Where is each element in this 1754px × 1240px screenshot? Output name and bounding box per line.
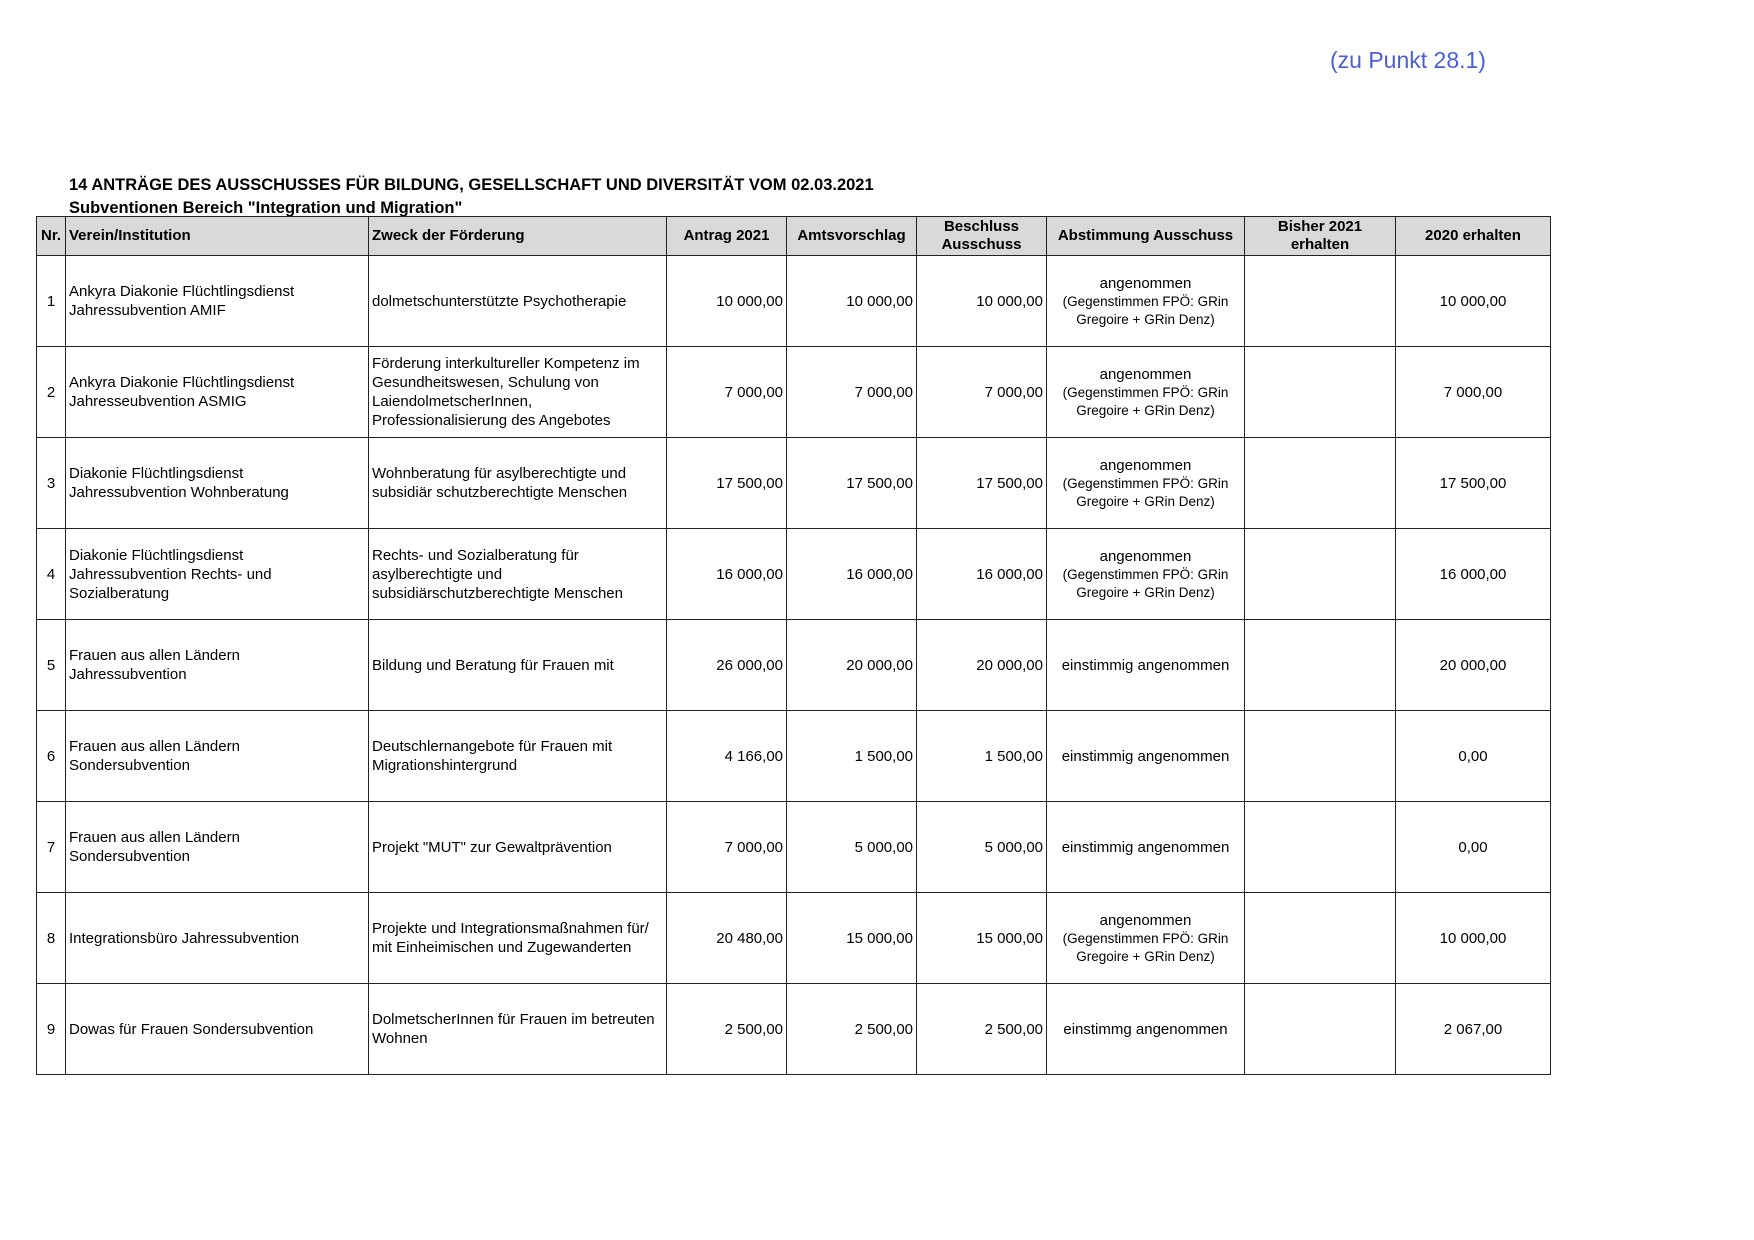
cell-verein [66,347,369,438]
cell-2020-erhalten: 16 000,00 [1396,529,1551,620]
cell-zweck [369,893,667,984]
header-abstimmung: Abstimmung Ausschuss [1047,217,1245,256]
zweck-line: Migrationshintergrund [372,757,518,774]
vote-result: angenommen [1099,274,1192,292]
table-row [37,620,1551,711]
cell-beschluss: 5 000,00 [917,802,1047,893]
cell-amtsvorschlag: 2 500,00 [787,984,917,1075]
vote-result: einstimmg angenommen [1063,1020,1228,1038]
cell-antrag: 26 000,00 [667,620,787,711]
cell-beschluss: 15 000,00 [917,893,1047,984]
table-row [37,802,1551,893]
verein-line: Jahressubvention [69,666,187,683]
cell-abstimmung [1047,711,1245,802]
vote-result: einstimmig angenommen [1061,656,1230,674]
cell-abstimmung [1047,529,1245,620]
cell-antrag: 17 500,00 [667,438,787,529]
cell-nr: 2 [37,347,66,438]
header-row [37,217,1551,256]
cell-abstimmung [1047,984,1245,1075]
cell-amtsvorschlag: 17 500,00 [787,438,917,529]
vote-note: (Gegenstimmen FPÖ: GRin [1062,475,1229,491]
zweck-line: Bildung und Beratung für Frauen mit [372,656,614,674]
cell-antrag: 7 000,00 [667,802,787,893]
verein-line: Jahressubvention Wohnberatung [69,484,289,501]
zweck-line: Professionalisierung des Angebotes [372,412,611,429]
cell-nr: 5 [37,620,66,711]
cell-nr: 7 [37,802,66,893]
verein-line: Frauen aus allen Ländern [69,647,240,664]
cell-abstimmung [1047,438,1245,529]
verein-line: Diakonie Flüchtlingsdienst [69,465,244,482]
cell-nr: 3 [37,438,66,529]
vote-note: (Gegenstimmen FPÖ: GRin [1062,384,1229,400]
header-zweck: Zweck der Förderung [369,217,667,256]
verein-line: Jahressubvention AMIF [69,302,226,319]
verein-line: Integrationsbüro Jahressubvention [69,929,300,947]
header-2020-erhalten: 2020 erhalten [1396,217,1551,256]
zweck-line: Rechts- und Sozialberatung für [372,546,579,564]
cell-bisher [1245,256,1396,347]
table-row [37,711,1551,802]
verein-line: Sozialberatung [69,584,170,602]
verein-line: Ankyra Diakonie Flüchtlingsdienst [69,374,295,391]
cell-bisher [1245,347,1396,438]
verein-line: Diakonie Flüchtlingsdienst [69,546,244,564]
zweck-line: Förderung interkultureller Kompetenz im [372,355,640,372]
cell-verein [66,438,369,529]
vote-note: (Gegenstimmen FPÖ: GRin [1062,566,1229,582]
cell-bisher [1245,529,1396,620]
header-bisher [1245,217,1396,256]
zweck-line: DolmetscherInnen für Frauen im betreuten [372,1011,655,1028]
cell-beschluss: 16 000,00 [917,529,1047,620]
cell-beschluss: 1 500,00 [917,711,1047,802]
cell-abstimmung [1047,893,1245,984]
table-row [37,529,1551,620]
cell-2020-erhalten: 10 000,00 [1396,893,1551,984]
cell-zweck [369,620,667,711]
cell-abstimmung [1047,620,1245,711]
zweck-line: Projekt "MUT" zur Gewaltprävention [372,838,612,856]
cell-verein [66,984,369,1075]
cell-amtsvorschlag: 1 500,00 [787,711,917,802]
header-beschluss-line2: Ausschuss [941,236,1022,253]
cell-zweck [369,802,667,893]
cell-nr: 9 [37,984,66,1075]
cell-antrag: 16 000,00 [667,529,787,620]
cell-beschluss: 2 500,00 [917,984,1047,1075]
header-bisher-line1: Bisher 2021 [1277,218,1363,235]
cell-beschluss: 10 000,00 [917,256,1047,347]
verein-line: Ankyra Diakonie Flüchtlingsdienst [69,283,295,300]
cell-zweck [369,529,667,620]
zweck-line: Deutschlernangebote für Frauen mit [372,738,613,755]
cell-bisher [1245,711,1396,802]
cell-2020-erhalten: 7 000,00 [1396,347,1551,438]
zweck-line: mit Einheimischen und Zugewanderten [372,939,632,956]
heading-subtitle: Subventionen Bereich "Integration und Migration" [69,199,463,217]
cell-zweck [369,438,667,529]
cell-verein [66,893,369,984]
cell-nr: 6 [37,711,66,802]
cell-zweck [369,711,667,802]
document-heading [69,174,874,220]
cell-zweck [369,984,667,1075]
reference-note: (zu Punkt 28.1) [1330,47,1486,73]
cell-amtsvorschlag: 20 000,00 [787,620,917,711]
cell-2020-erhalten: 17 500,00 [1396,438,1551,529]
heading-title: 14 ANTRÄGE DES AUSSCHUSSES FÜR BILDUNG, GESELLSCHAFT UND DIVERSITÄT VOM 02.03.2021 [69,176,874,194]
cell-nr: 4 [37,529,66,620]
cell-antrag: 2 500,00 [667,984,787,1075]
zweck-line: Gesundheitswesen, Schulung von [372,374,599,391]
cell-verein [66,529,369,620]
cell-bisher [1245,893,1396,984]
cell-amtsvorschlag: 5 000,00 [787,802,917,893]
cell-2020-erhalten: 20 000,00 [1396,620,1551,711]
cell-abstimmung [1047,256,1245,347]
cell-amtsvorschlag: 10 000,00 [787,256,917,347]
vote-note: Gregoire + GRin Denz) [1076,584,1215,600]
zweck-line: subsidiärschutzberechtigte Menschen [372,584,623,602]
vote-result: angenommen [1099,456,1192,474]
zweck-line: Projekte und Integrationsmaßnahmen für/ [372,920,649,937]
cell-beschluss: 7 000,00 [917,347,1047,438]
cell-verein [66,802,369,893]
zweck-line: asylberechtigte und [372,565,503,583]
cell-zweck [369,256,667,347]
cell-zweck [369,347,667,438]
table-row [37,984,1551,1075]
cell-2020-erhalten: 10 000,00 [1396,256,1551,347]
cell-bisher [1245,984,1396,1075]
cell-amtsvorschlag: 7 000,00 [787,347,917,438]
vote-note: Gregoire + GRin Denz) [1076,493,1215,509]
cell-nr: 1 [37,256,66,347]
vote-note: (Gegenstimmen FPÖ: GRin [1062,930,1229,946]
vote-result: einstimmig angenommen [1061,838,1230,856]
subsidy-table [36,216,1551,1075]
cell-bisher [1245,438,1396,529]
header-nr: Nr. [37,217,66,256]
cell-beschluss: 20 000,00 [917,620,1047,711]
cell-abstimmung [1047,347,1245,438]
cell-antrag: 10 000,00 [667,256,787,347]
header-bisher-line2: erhalten [1290,236,1350,253]
cell-beschluss: 17 500,00 [917,438,1047,529]
cell-2020-erhalten: 0,00 [1396,711,1551,802]
table-row [37,438,1551,529]
verein-line: Frauen aus allen Ländern [69,829,240,846]
header-beschluss-line1: Beschluss [943,218,1020,235]
cell-amtsvorschlag: 15 000,00 [787,893,917,984]
cell-2020-erhalten: 0,00 [1396,802,1551,893]
table-body [37,256,1551,1075]
cell-verein [66,256,369,347]
table-header [37,217,1551,256]
vote-result: angenommen [1099,547,1192,565]
cell-amtsvorschlag: 16 000,00 [787,529,917,620]
vote-note: Gregoire + GRin Denz) [1076,948,1215,964]
vote-note: Gregoire + GRin Denz) [1076,311,1215,327]
zweck-line: LaiendolmetscherInnen, [372,393,533,410]
cell-verein [66,711,369,802]
header-amtsvorschlag: Amtsvorschlag [787,217,917,256]
cell-verein [66,620,369,711]
cell-abstimmung [1047,802,1245,893]
header-antrag: Antrag 2021 [667,217,787,256]
vote-note: (Gegenstimmen FPÖ: GRin [1062,293,1229,309]
cell-nr: 8 [37,893,66,984]
vote-result: angenommen [1099,365,1192,383]
zweck-line: Wohnen [372,1030,428,1047]
vote-result: einstimmig angenommen [1061,747,1230,765]
cell-bisher [1245,802,1396,893]
verein-line: Jahresseubvention ASMIG [69,393,247,410]
verein-line: Sondersubvention [69,848,190,865]
vote-note: Gregoire + GRin Denz) [1076,402,1215,418]
verein-line: Frauen aus allen Ländern [69,738,240,755]
verein-line: Jahressubvention Rechts- und [69,565,272,583]
header-verein: Verein/Institution [66,217,369,256]
verein-line: Sondersubvention [69,757,190,774]
table-row [37,256,1551,347]
vote-result: angenommen [1099,911,1192,929]
verein-line: Dowas für Frauen Sondersubvention [69,1020,314,1038]
cell-antrag: 20 480,00 [667,893,787,984]
zweck-line: subsidiär schutzberechtigte Menschen [372,484,628,501]
cell-bisher [1245,620,1396,711]
header-beschluss [917,217,1047,256]
zweck-line: Wohnberatung für asylberechtigte und [372,465,627,482]
cell-2020-erhalten: 2 067,00 [1396,984,1551,1075]
table-row [37,347,1551,438]
table-row [37,893,1551,984]
zweck-line: dolmetschunterstützte Psychotherapie [372,292,627,310]
cell-antrag: 4 166,00 [667,711,787,802]
cell-antrag: 7 000,00 [667,347,787,438]
